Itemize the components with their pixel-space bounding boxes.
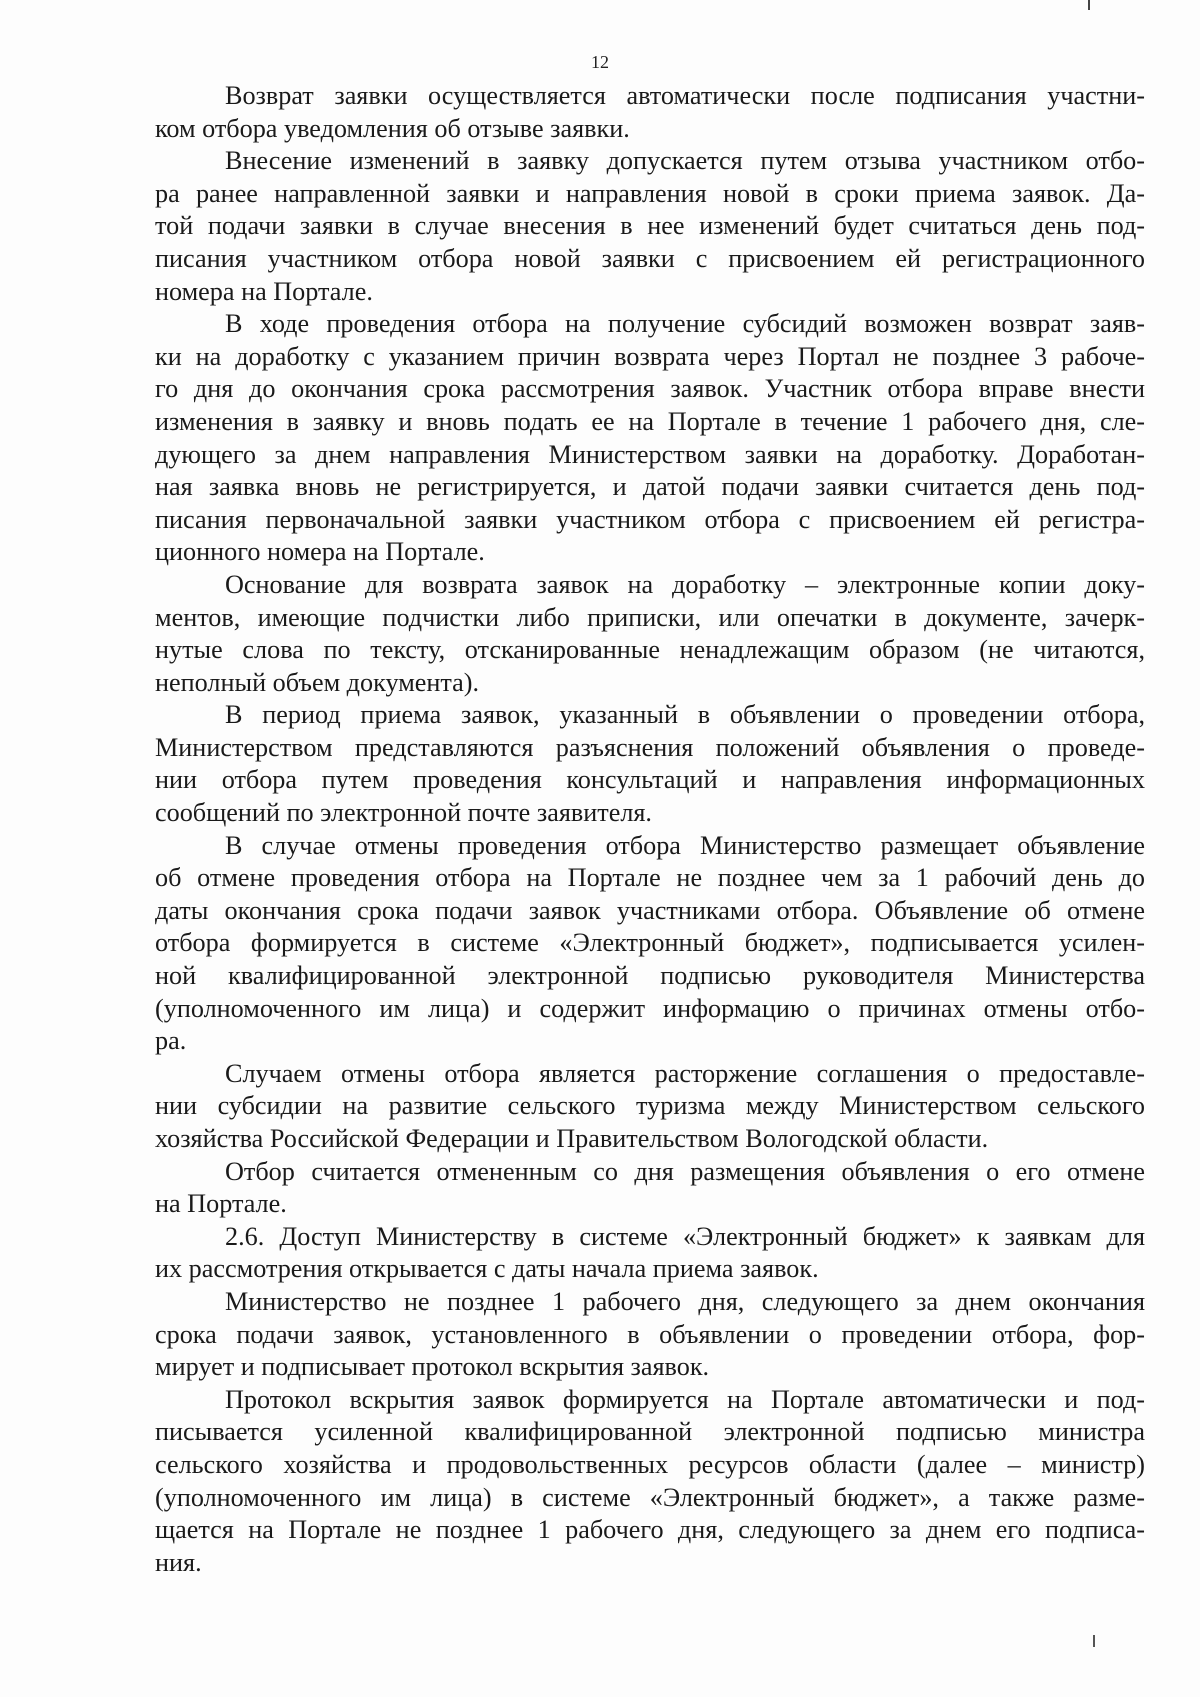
text-line: Протокол вскрытия заявок формируется на Портале автоматически и под- (225, 1384, 1145, 1414)
text-line: В ходе проведения отбора на получение субсидий возможен возврат заяв- (225, 309, 1145, 339)
text-line: ная заявка вновь не регистрируется, и датой подачи заявки считается день под- (155, 472, 1145, 502)
scan-mark (1093, 1635, 1095, 1647)
text-line: го дня до окончания срока рассмотрения заявок. Участник отбора вправе внести (155, 374, 1145, 404)
text-line: писывается усиленной квалифицированной электронной подписью министра (155, 1417, 1145, 1447)
text-line: Министерством представляются разъяснения положений объявления о проведе- (155, 732, 1145, 762)
text-line: нии отбора путем проведения консультаций и направления информационных (155, 765, 1145, 795)
text-line: Отбор считается отмененным со дня размещения объявления о его отмене (225, 1156, 1145, 1186)
text-line: ра ранее направленной заявки и направления новой в сроки приема заявок. Да- (155, 178, 1145, 208)
text-line: ния. (155, 1547, 202, 1577)
text-line: сообщений по электронной почте заявителя. (155, 798, 652, 828)
text-line: Возврат заявки осуществляется автоматически после подписания участни- (225, 81, 1145, 110)
text-line: 2.6. Доступ Министерству в системе «Электронный бюджет» к заявкам для (225, 1221, 1145, 1251)
paragraph (155, 1058, 1145, 1156)
paragraph (155, 308, 1145, 569)
text-line: даты окончания срока подачи заявок участниками отбора. Объявление об отмене (155, 895, 1145, 925)
text-line: отбора формируется в системе «Электронный бюджет», подписывается усилен- (155, 928, 1145, 958)
text-line: (уполномоченного им лица) и содержит информацию о причинах отмены отбо- (155, 993, 1145, 1023)
text-line: на Портале. (155, 1189, 287, 1219)
text-line: дующего за днем направления Министерством заявки на доработку. Доработан- (155, 439, 1145, 469)
text-line: ционного номера на Портале. (155, 537, 485, 567)
paragraph (155, 80, 1145, 145)
text-line: нутые слова по тексту, отсканированные ненадлежащим образом (не читаются, (155, 635, 1145, 665)
text-line: нии субсидии на развитие сельского туризма между Министерством сельского (155, 1091, 1145, 1121)
text-line: писания первоначальной заявки участником отбора с присвоением ей регистра- (155, 504, 1145, 534)
paragraph (155, 145, 1145, 308)
text-line: Внесение изменений в заявку допускается путем отзыва участником отбо- (225, 146, 1145, 176)
text-line: мирует и подписывает протокол вскрытия заявок. (155, 1352, 710, 1382)
text-line: той подачи заявки в случае внесения в нее изменений будет считаться день под- (155, 211, 1145, 241)
text-line: срока подачи заявок, установленного в объявлении о проведении отбора, фор- (155, 1319, 1145, 1349)
scan-mark (1088, 0, 1090, 10)
text-line: (уполномоченного им лица) в системе «Электронный бюджет», а также разме- (155, 1482, 1145, 1512)
paragraph (155, 569, 1145, 699)
text-line: щается на Портале не позднее 1 рабочего дня, следующего за днем его подписа- (155, 1515, 1145, 1545)
text-line: сельского хозяйства и продовольственных ресурсов области (далее – министр) (155, 1449, 1145, 1479)
paragraph (155, 830, 1145, 1058)
paragraph (155, 1156, 1145, 1221)
document-body (155, 80, 1145, 1579)
text-line: номера на Портале. (155, 276, 373, 306)
text-line: В период приема заявок, указанный в объявлении о проведении отбора, (225, 700, 1145, 730)
text-line: писания участником отбора новой заявки с присвоением ей регистрационного (155, 243, 1145, 273)
text-line: ком отбора уведомления об отзыве заявки. (155, 113, 630, 143)
text-line: ра. (155, 1026, 187, 1056)
text-line: изменения в заявку и вновь подать ее на Портале в течение 1 рабочего дня, сле- (155, 406, 1145, 436)
text-line: хозяйства Российской Федерации и Правительством Вологодской области. (155, 1124, 989, 1153)
paragraph (155, 1221, 1145, 1286)
text-line: ной квалифицированной электронной подписью руководителя Министерства (155, 961, 1145, 991)
text-line: Министерство не позднее 1 рабочего дня, следующего за днем окончания (225, 1286, 1145, 1316)
text-line: неполный объем документа). (155, 667, 480, 697)
paragraph (155, 699, 1145, 829)
text-line: об отмене проведения отбора на Портале не позднее чем за 1 рабочий день до (155, 863, 1145, 893)
text-line: их рассмотрения открывается с даты начала приема заявок. (155, 1254, 819, 1284)
paragraph (155, 1286, 1145, 1384)
page-number: 12 (591, 52, 609, 72)
text-line: В случае отмены проведения отбора Министерство размещает объявление (225, 830, 1145, 860)
text-line: Основание для возврата заявок на доработку – электронные копии доку- (225, 569, 1145, 599)
text-line: ки на доработку с указанием причин возврата через Портал не позднее 3 рабоче- (155, 341, 1145, 371)
text-line: Случаем отмены отбора является расторжение соглашения о предоставле- (225, 1058, 1145, 1088)
paragraph (155, 1384, 1145, 1580)
text-line: ментов, имеющие подчистки либо приписки, или опечатки в документе, зачерк- (155, 602, 1145, 632)
